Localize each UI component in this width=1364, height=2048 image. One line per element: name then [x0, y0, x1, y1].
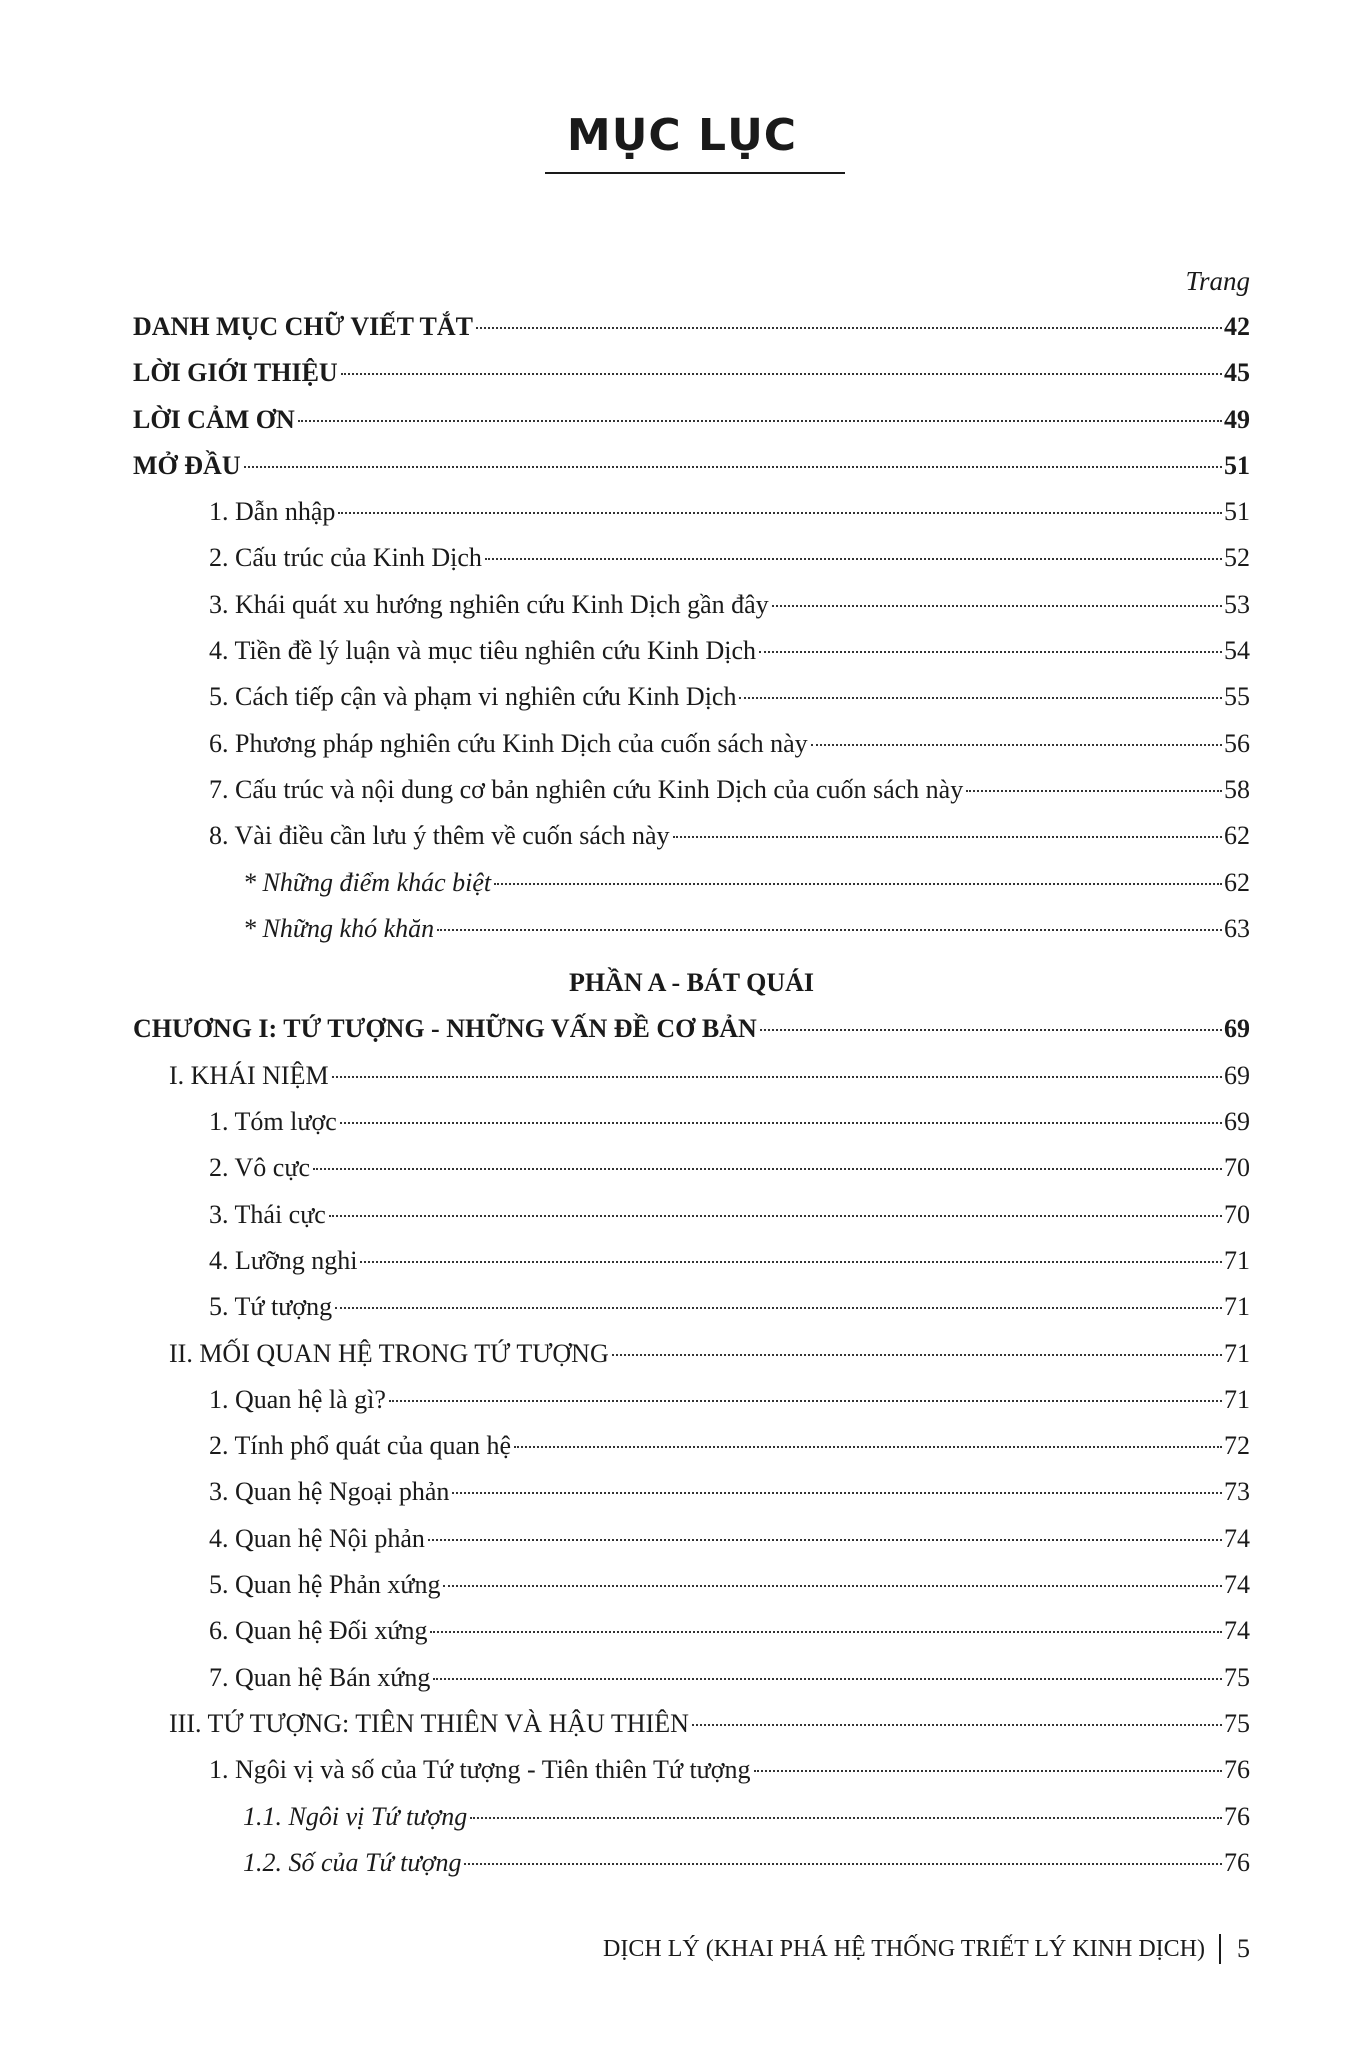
toc-entry[interactable]	[133, 304, 1250, 350]
dot-leader	[428, 1539, 1222, 1541]
toc-entry-label: 2. Tính phổ quát của quan hệ	[209, 1431, 512, 1461]
toc-entry-page: 62	[1224, 821, 1250, 851]
toc-entry-label: LỜI GIỚI THIỆU	[133, 358, 338, 388]
toc-entry-label: 2. Vô cực	[209, 1153, 310, 1183]
dot-leader	[433, 1678, 1222, 1680]
page-title: MỤC LỤC	[566, 110, 798, 161]
toc-entry[interactable]	[133, 350, 1250, 396]
toc-entry[interactable]	[133, 1423, 1250, 1469]
dot-leader	[430, 1631, 1222, 1633]
dot-leader	[452, 1492, 1222, 1494]
toc-entry-label: 1. Ngôi vị và số của Tứ tượng - Tiên thiên Tứ tượng	[209, 1755, 751, 1785]
toc-entry-page: 71	[1224, 1338, 1250, 1368]
dot-leader	[966, 790, 1222, 792]
toc-entry-page: 55	[1224, 682, 1250, 712]
toc-entry-label: LỜI CẢM ƠN	[133, 404, 295, 434]
dot-leader	[298, 420, 1222, 422]
toc-entry[interactable]	[133, 1655, 1250, 1701]
toc-entry-label: 5. Tứ tượng	[209, 1292, 333, 1322]
part-heading: PHẦN A - BÁT QUÁI	[568, 968, 815, 998]
dot-leader	[494, 883, 1222, 885]
toc-entry-label: 4. Lưỡng nghi	[209, 1245, 358, 1275]
toc-entry[interactable]	[133, 535, 1250, 581]
footer-divider	[1219, 1934, 1221, 1964]
toc-entry[interactable]	[133, 1469, 1250, 1515]
toc-entry-page: 62	[1224, 867, 1250, 897]
toc-entry-page: 70	[1224, 1153, 1250, 1183]
toc-entry-label: 3. Thái cực	[209, 1199, 326, 1229]
toc-entry-page: 51	[1224, 497, 1250, 527]
toc-entry[interactable]	[133, 1516, 1250, 1562]
toc-entry-label: 4. Quan hệ Nội phản	[209, 1523, 425, 1553]
toc-entry-page: 56	[1224, 728, 1250, 758]
title-underline	[545, 172, 845, 174]
toc-entry-label: 5. Quan hệ Phản xứng	[209, 1570, 441, 1600]
toc-entry-page: 71	[1224, 1292, 1250, 1322]
table-of-contents	[133, 304, 1250, 1886]
dot-leader	[389, 1400, 1222, 1402]
toc-entry-page: 74	[1224, 1570, 1250, 1600]
toc-entry-page: 73	[1224, 1477, 1250, 1507]
dot-leader	[612, 1354, 1222, 1356]
toc-entry-label: 4. Tiền đề lý luận và mục tiêu nghiên cứu Kinh Dịch	[209, 636, 757, 666]
dot-leader	[464, 1863, 1222, 1865]
dot-leader	[759, 651, 1222, 653]
toc-entry[interactable]	[133, 1747, 1250, 1793]
toc-chapter-entry[interactable]	[133, 1006, 1250, 1052]
toc-section-entry[interactable]	[133, 1331, 1250, 1377]
toc-entry-page: 71	[1224, 1245, 1250, 1275]
toc-entry-page: 69	[1224, 1060, 1250, 1090]
dot-leader	[332, 1076, 1222, 1078]
toc-entry[interactable]	[133, 1238, 1250, 1284]
toc-entry-page: 69	[1224, 1107, 1250, 1137]
toc-entry-label: 1. Quan hệ là gì?	[209, 1384, 386, 1414]
toc-entry[interactable]	[133, 813, 1250, 859]
toc-entry-label: 2. Cấu trúc của Kinh Dịch	[209, 543, 482, 573]
page-footer	[603, 1934, 1250, 1964]
toc-entry[interactable]	[133, 1562, 1250, 1608]
dot-leader	[739, 697, 1222, 699]
dot-leader	[340, 1122, 1222, 1124]
toc-entry[interactable]	[133, 1377, 1250, 1423]
toc-entry-page: 52	[1224, 543, 1250, 573]
dot-leader	[437, 929, 1222, 931]
dot-leader	[313, 1168, 1222, 1170]
dot-leader	[811, 744, 1222, 746]
toc-entry-label: 7. Quan hệ Bán xứng	[209, 1662, 431, 1692]
toc-entry-label: 1. Tóm lược	[209, 1107, 337, 1137]
footer-book-title: DỊCH LÝ (KHAI PHÁ HỆ THỐNG TRIẾT LÝ KINH DỊCH)	[603, 1935, 1205, 1962]
toc-entry[interactable]	[133, 906, 1250, 952]
toc-entry-label: II. MỐI QUAN HỆ TRONG TỨ TƯỢNG	[169, 1338, 609, 1368]
toc-entry-page: 76	[1224, 1847, 1250, 1877]
toc-entry-label: MỞ ĐẦU	[133, 450, 241, 480]
toc-entry-label: 3. Quan hệ Ngoại phản	[209, 1477, 450, 1507]
toc-entry[interactable]	[133, 1192, 1250, 1238]
toc-entry-page: 70	[1224, 1199, 1250, 1229]
dot-leader	[329, 1215, 1222, 1217]
toc-entry-page: 49	[1224, 404, 1250, 434]
dot-leader	[335, 1307, 1222, 1309]
toc-section-entry[interactable]	[133, 1053, 1250, 1099]
toc-entry-page: 69	[1224, 1014, 1250, 1044]
footer-page-number: 5	[1237, 1934, 1250, 1963]
page-column-label: Trang	[1185, 266, 1250, 296]
toc-entry-page: 51	[1224, 450, 1250, 480]
toc-entry-label: CHƯƠNG I: TỨ TƯỢNG - NHỮNG VẤN ĐỀ CƠ BẢN	[133, 1014, 757, 1044]
dot-leader	[443, 1585, 1222, 1587]
dot-leader	[360, 1261, 1222, 1263]
toc-entry-label: 6. Phương pháp nghiên cứu Kinh Dịch của cuốn sách này	[209, 728, 808, 758]
toc-entry-label: DANH MỤC CHỮ VIẾT TẮT	[133, 312, 473, 341]
toc-entry-page: 58	[1224, 774, 1250, 804]
toc-entry-label: 5. Cách tiếp cận và phạm vi nghiên cứu Kinh Dịch	[209, 682, 737, 712]
dot-leader	[754, 1770, 1222, 1772]
toc-entry-label: 7. Cấu trúc và nội dung cơ bản nghiên cứu Kinh Dịch của cuốn sách này	[209, 774, 964, 804]
toc-entry-page: 42	[1224, 312, 1250, 341]
dot-leader	[673, 836, 1222, 838]
dot-leader	[338, 512, 1222, 514]
toc-entry[interactable]	[133, 443, 1250, 489]
toc-entry[interactable]	[133, 489, 1250, 535]
toc-entry[interactable]	[133, 1099, 1250, 1145]
dot-leader	[692, 1724, 1222, 1726]
toc-entry[interactable]	[133, 721, 1250, 767]
toc-entry[interactable]	[133, 674, 1250, 720]
toc-entry-page: 45	[1224, 358, 1250, 388]
toc-entry-label: 1.2. Số của Tứ tượng	[243, 1847, 462, 1877]
dot-leader	[476, 327, 1222, 329]
toc-entry-label: 1. Dẫn nhập	[209, 497, 336, 527]
dot-leader	[244, 466, 1222, 468]
toc-entry-page: 54	[1224, 636, 1250, 666]
toc-entry-page: 63	[1224, 913, 1250, 943]
toc-entry-page: 53	[1224, 589, 1250, 619]
toc-entry[interactable]	[133, 1794, 1250, 1840]
toc-entry-label: 6. Quan hệ Đối xứng	[209, 1616, 428, 1646]
toc-entry[interactable]	[133, 1145, 1250, 1191]
dot-leader	[470, 1817, 1222, 1819]
toc-entry[interactable]	[133, 1608, 1250, 1654]
toc-section-entry[interactable]	[133, 1701, 1250, 1747]
toc-entry-label: * Những khó khăn	[243, 913, 435, 943]
toc-entry-label: * Những điểm khác biệt	[243, 867, 492, 897]
toc-entry-label: 3. Khái quát xu hướng nghiên cứu Kinh Dịch gần đây	[209, 589, 769, 619]
toc-entry[interactable]	[133, 628, 1250, 674]
toc-entry[interactable]	[133, 582, 1250, 628]
dot-leader	[341, 373, 1222, 375]
dot-leader	[772, 605, 1222, 607]
toc-entry[interactable]	[133, 767, 1250, 813]
toc-entry-page: 71	[1224, 1384, 1250, 1414]
dot-leader	[760, 1029, 1222, 1031]
toc-entry-label: 1.1. Ngôi vị Tứ tượng	[243, 1801, 468, 1831]
toc-entry-label: III. TỨ TƯỢNG: TIÊN THIÊN VÀ HẬU THIÊN	[169, 1708, 689, 1738]
toc-entry-page: 72	[1224, 1431, 1250, 1461]
dot-leader	[514, 1446, 1222, 1448]
toc-entry-label: I. KHÁI NIỆM	[169, 1060, 329, 1090]
toc-entry[interactable]	[133, 397, 1250, 443]
toc-entry-page: 75	[1224, 1662, 1250, 1692]
toc-entry[interactable]	[133, 1840, 1250, 1886]
toc-entry-page: 75	[1224, 1708, 1250, 1738]
dot-leader	[485, 558, 1222, 560]
toc-entry-page: 76	[1224, 1755, 1250, 1785]
toc-entry-label: 8. Vài điều cần lưu ý thêm về cuốn sách này	[209, 821, 670, 851]
toc-entry-page: 74	[1224, 1616, 1250, 1646]
toc-entry[interactable]	[133, 1284, 1250, 1330]
toc-entry[interactable]	[133, 860, 1250, 906]
toc-entry-page: 76	[1224, 1801, 1250, 1831]
toc-entry-page: 74	[1224, 1523, 1250, 1553]
